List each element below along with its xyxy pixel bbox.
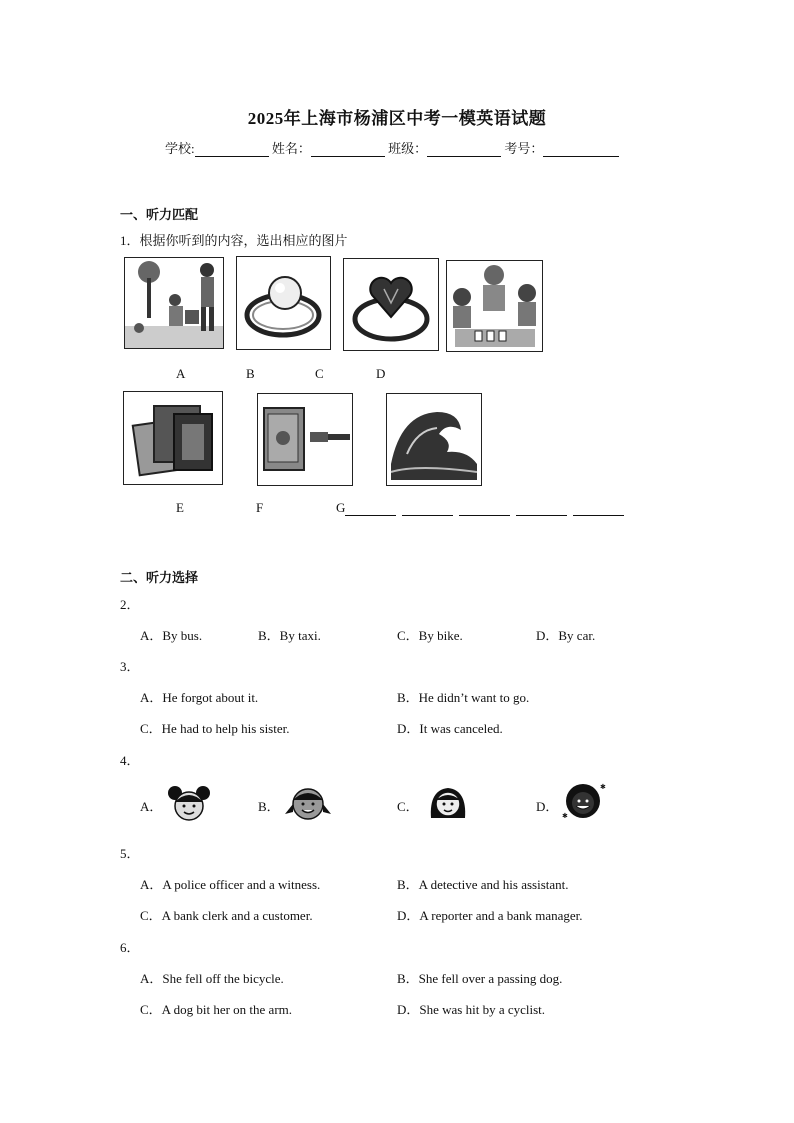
question-4-number: 4． bbox=[120, 753, 140, 768]
q6-option-b[interactable]: B．She fell over a passing dog. bbox=[397, 971, 563, 986]
svg-text:✱: ✱ bbox=[600, 783, 606, 791]
name-blank[interactable] bbox=[311, 142, 385, 157]
q5-option-c[interactable]: C．A bank clerk and a customer. bbox=[140, 908, 313, 923]
label-g: G bbox=[336, 500, 346, 515]
page-title: 2025年上海市杨浦区中考一模英语试题 bbox=[247, 109, 547, 128]
q5-option-a[interactable]: A．A police officer and a witness. bbox=[140, 877, 321, 892]
answer-blank-3[interactable] bbox=[459, 503, 510, 516]
school-label: 学校: bbox=[165, 141, 195, 156]
question-6-number: 6． bbox=[120, 940, 140, 955]
q2-option-b[interactable]: B．By taxi. bbox=[258, 628, 321, 643]
question-5-number: 5． bbox=[120, 846, 140, 861]
answer-blank-2[interactable] bbox=[402, 503, 453, 516]
picture-g-wave bbox=[386, 393, 482, 486]
label-a: A bbox=[176, 366, 186, 381]
svg-text:✱: ✱ bbox=[562, 812, 568, 820]
section2-heading: 二、听力选择 bbox=[120, 570, 199, 585]
q3-option-c[interactable]: C．He had to help his sister. bbox=[140, 721, 290, 736]
question-2-number: 2． bbox=[120, 597, 140, 612]
name-label: 姓名： bbox=[271, 141, 311, 156]
picture-e-notebooks bbox=[123, 391, 223, 485]
picture-f-safe bbox=[257, 393, 353, 486]
question-1-prompt: 1．根据你听到的内容，选出相应的图片 bbox=[120, 233, 348, 248]
q2-option-c[interactable]: C．By bike. bbox=[397, 628, 463, 643]
class-label: 班级： bbox=[388, 141, 428, 156]
picture-a-planting bbox=[124, 257, 224, 349]
q2-option-a[interactable]: A．By bus. bbox=[140, 628, 203, 643]
face-long-hair-icon bbox=[425, 784, 471, 822]
q3-option-d[interactable]: D．It was canceled. bbox=[397, 721, 503, 736]
q6-option-a[interactable]: A．She fell off the bicycle. bbox=[140, 971, 284, 986]
q3-option-a[interactable]: A．He forgot about it. bbox=[140, 690, 259, 705]
label-f: F bbox=[256, 500, 264, 515]
face-pigtails-icon bbox=[285, 784, 331, 822]
face-buns-icon bbox=[166, 784, 212, 822]
answer-blank-1[interactable] bbox=[345, 503, 396, 516]
answer-blank-5[interactable] bbox=[573, 503, 624, 516]
question-3-number: 3． bbox=[120, 659, 140, 674]
label-e: E bbox=[176, 500, 184, 515]
q2-option-d[interactable]: D．By car. bbox=[536, 628, 596, 643]
picture-d-card-players bbox=[446, 260, 543, 352]
label-c: C bbox=[315, 366, 324, 381]
q4-option-d[interactable]: D． bbox=[536, 799, 559, 814]
q4-option-a[interactable]: A． bbox=[140, 799, 163, 814]
q5-option-b[interactable]: B．A detective and his assistant. bbox=[397, 877, 569, 892]
q6-option-d[interactable]: D．She was hit by a cyclist. bbox=[397, 1002, 546, 1017]
q3-option-b[interactable]: B．He didn’t want to go. bbox=[397, 690, 530, 705]
section1-heading: 一、听力匹配 bbox=[120, 207, 199, 222]
q5-option-d[interactable]: D．A reporter and a bank manager. bbox=[397, 908, 583, 923]
label-g-answer-blanks bbox=[336, 500, 630, 516]
q4-option-b[interactable]: B． bbox=[258, 799, 280, 814]
picture-c-heart-ring bbox=[343, 258, 439, 351]
class-blank[interactable] bbox=[427, 142, 501, 157]
exam-number-blank[interactable] bbox=[543, 142, 619, 157]
picture-b-pearl-ring bbox=[236, 256, 331, 350]
q6-option-c[interactable]: C．A dog bit her on the arm. bbox=[140, 1002, 293, 1017]
answer-blank-4[interactable] bbox=[516, 503, 567, 516]
student-info-line bbox=[165, 138, 619, 157]
school-blank[interactable] bbox=[195, 142, 269, 157]
label-b: B bbox=[246, 366, 255, 381]
face-curly-hair-icon bbox=[560, 782, 606, 820]
q4-option-c[interactable]: C． bbox=[397, 799, 419, 814]
label-d: D bbox=[376, 366, 386, 381]
exam-number-label: 考号： bbox=[504, 141, 544, 156]
